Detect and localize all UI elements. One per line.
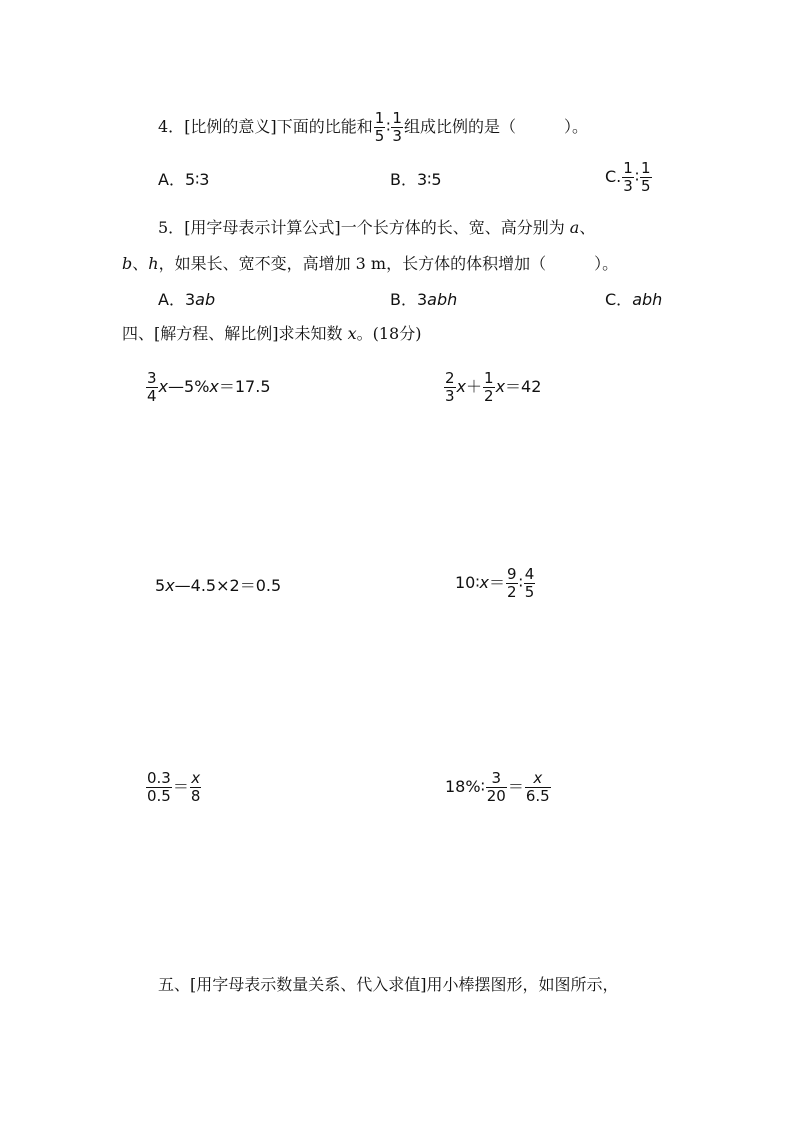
q4-stem-before: 下面的比能和 <box>276 117 373 136</box>
q5-option-a: A．3ab <box>158 290 216 309</box>
q4-stem <box>158 110 588 145</box>
equation-2: $\frac{2}{3}$ x＋ $\frac{1}{2}$ x＝42 <box>445 369 542 405</box>
q4-option-c <box>605 160 653 195</box>
eq5-fraction-1: $\frac{0.3}{0.5}$ <box>147 769 171 805</box>
q5-line-2 <box>122 254 618 274</box>
q4-tag: [比例的意义] <box>184 117 277 136</box>
q5-number: 5． <box>158 218 185 237</box>
q5-var-a: a <box>569 218 580 237</box>
equation-5: $\frac{0.3}{0.5}$ ＝ $\frac{x}{8}$ <box>147 769 201 805</box>
equation-6: 18%∶ $\frac{3}{20}$ ＝ $\frac{x}{6.5}$ <box>445 769 550 805</box>
eq4-fraction-2: $\frac{4}{5}$ <box>524 565 535 601</box>
q5-line1-text: 一个长方体的长、宽、高分别为 <box>340 218 565 237</box>
eq1-fraction: $\frac{3}{4}$ <box>147 369 157 405</box>
section4-heading: 四、[解方程、解比例]求未知数 x。(18分) <box>122 324 422 343</box>
q4-stem-after: 组成比例的是（ ）。 <box>403 117 588 136</box>
equation-4: 10∶x＝ $\frac{9}{2}$ ∶ $\frac{4}{5}$ <box>455 565 535 601</box>
q5-sep-1: 、 <box>579 218 596 237</box>
q4-option-c-fraction-2: $\frac{1}{5}$ <box>640 159 651 195</box>
q4-fraction-2: $\frac{1}{3}$ <box>392 109 402 145</box>
q4-option-a: A．5∶3 <box>158 170 210 189</box>
q4-option-c-colon: ∶ <box>634 167 639 186</box>
eq2-fraction-2: $\frac{1}{2}$ <box>484 369 494 405</box>
q4-option-c-fraction-1: $\frac{1}{3}$ <box>623 159 633 195</box>
q5-line-1 <box>158 218 595 238</box>
equation-3: 5x—4.5×2＝0.5 <box>155 576 282 595</box>
eq5-fraction-2: $\frac{x}{8}$ <box>190 769 201 805</box>
eq6-fraction-2: $\frac{x}{6.5}$ <box>525 769 550 805</box>
q5-option-b: B．3abh <box>390 290 458 309</box>
q5-tag: [用字母表示计算公式] <box>184 218 341 237</box>
q4-fraction-1: $\frac{1}{5}$ <box>374 109 385 145</box>
q4-number: 4． <box>158 117 185 136</box>
q4-option-b: B．3∶5 <box>390 170 442 189</box>
q5-option-c: C．abh <box>605 290 663 309</box>
eq4-fraction-1: $\frac{9}{2}$ <box>507 565 517 601</box>
eq2-fraction-1: $\frac{2}{3}$ <box>445 369 455 405</box>
q4-option-c-label: C. <box>605 167 622 186</box>
eq6-fraction-1: $\frac{3}{20}$ <box>486 769 506 805</box>
q5-sep-2: 、 <box>132 254 149 273</box>
section5-heading: 五、[用字母表示数量关系、代入求值]用小棒摆图形，如图所示， <box>158 975 619 994</box>
equation-1: $\frac{3}{4}$ x—5%x＝17.5 <box>147 369 271 405</box>
q5-var-b: b <box>122 254 133 273</box>
q5-var-h: h <box>148 254 159 273</box>
q4-colon: ∶ <box>386 117 391 136</box>
q5-line2-text: ，如果长、宽不变，高增加 3 m，长方体的体积增加（ ）。 <box>158 254 619 273</box>
